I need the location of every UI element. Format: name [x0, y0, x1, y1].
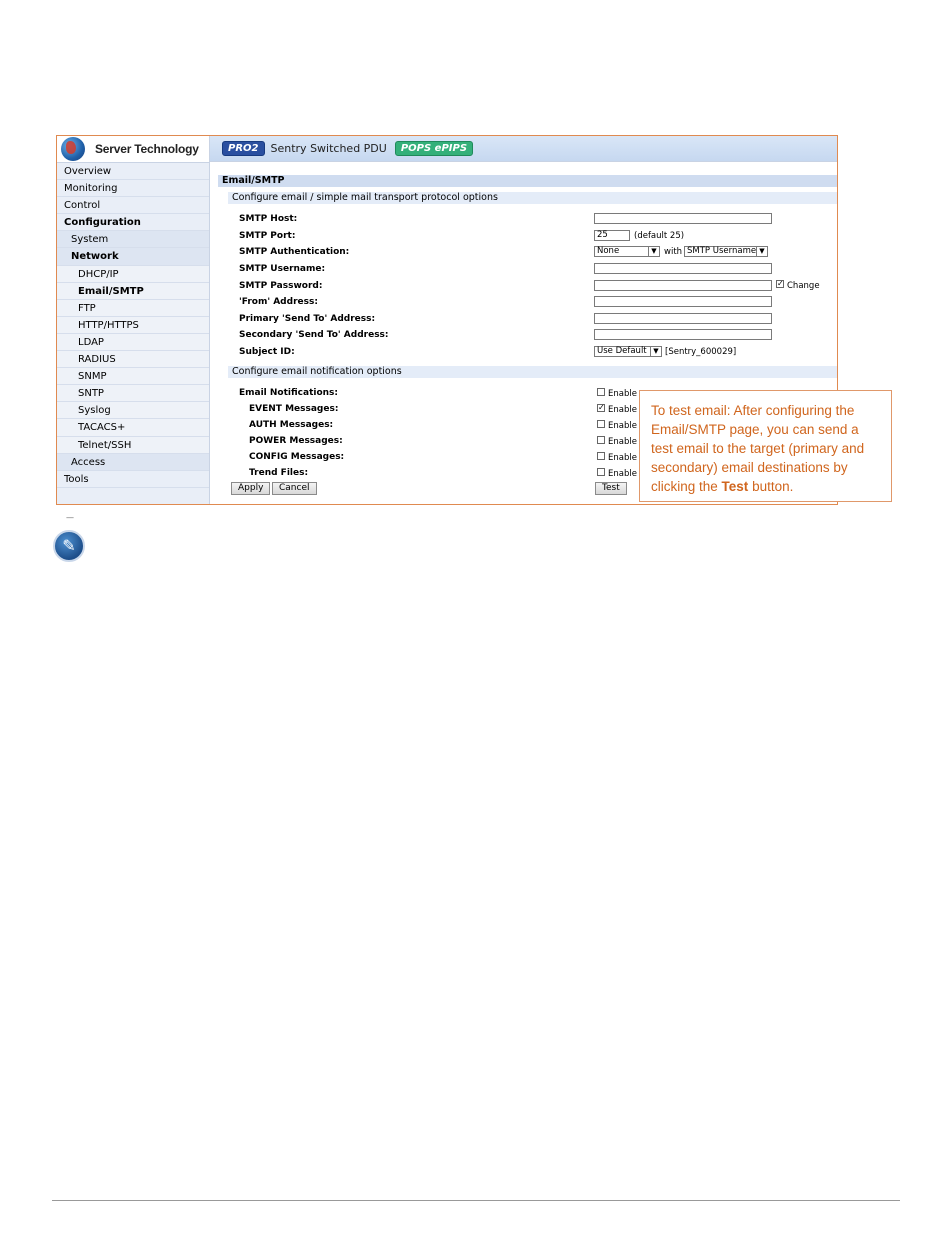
pencil-note-icon: ✎ — [53, 530, 85, 562]
sidebar-item-overview[interactable]: Overview — [57, 163, 209, 180]
smtp-host-input[interactable] — [594, 213, 772, 224]
smtp-password-input[interactable] — [594, 280, 772, 291]
from-address-label: 'From' Address: — [239, 297, 318, 307]
smtp-section-title: Configure email / simple mail transport protocol options — [228, 192, 837, 204]
notify-section-title: Configure email notification options — [228, 366, 837, 378]
sidebar-item-network[interactable]: Network — [57, 248, 209, 265]
sidebar-item-telnet-ssh[interactable]: Telnet/SSH — [57, 437, 209, 454]
chevron-down-icon: ▼ — [756, 247, 767, 256]
sidebar-item-snmp[interactable]: SNMP — [57, 368, 209, 385]
page-title: Email/SMTP — [218, 175, 837, 187]
chevron-down-icon: ▼ — [648, 247, 659, 256]
sidebar-item-tacacs[interactable]: TACACS+ — [57, 419, 209, 436]
secondary-to-input[interactable] — [594, 329, 772, 340]
enable-label: Enable — [608, 421, 637, 431]
smtp-port-input[interactable]: 25 — [594, 230, 630, 241]
enable-label: Enable — [608, 389, 637, 399]
trend-files-checkbox[interactable] — [597, 468, 605, 476]
enable-label: Enable — [608, 453, 637, 463]
brand-logo — [57, 136, 209, 163]
auth-with-label: with — [664, 247, 683, 257]
sidebar-nav — [57, 163, 209, 488]
sidebar-item-http-https[interactable]: HTTP/HTTPS — [57, 317, 209, 334]
apply-button[interactable]: Apply — [231, 482, 270, 495]
from-address-input[interactable] — [594, 296, 772, 307]
test-email-callout — [639, 390, 892, 502]
power-messages-checkbox[interactable] — [597, 436, 605, 444]
auth-type-select[interactable] — [684, 246, 768, 257]
callout-text-before: To test email: After configuring the Email/SMTP page, you can send a test email to the target (primary and secondary) email destinations by clicking the — [651, 403, 865, 494]
product-title: Sentry Switched PDU — [270, 142, 387, 155]
sidebar-item-configuration[interactable]: Configuration — [57, 214, 209, 231]
smtp-username-input[interactable] — [594, 263, 772, 274]
secondary-to-label: Secondary 'Send To' Address: — [239, 330, 389, 340]
footer-divider — [52, 1200, 900, 1201]
smtp-port-hint: (default 25) — [634, 231, 685, 241]
event-messages-label: EVENT Messages: — [249, 404, 339, 414]
enable-label: Enable — [608, 469, 637, 479]
sidebar — [57, 136, 210, 504]
auth-messages-checkbox[interactable] — [597, 420, 605, 428]
password-change-checkbox[interactable]: ✓ — [777, 279, 784, 288]
page-header — [210, 136, 837, 162]
sidebar-item-email-smtp[interactable]: Email/SMTP — [57, 283, 209, 300]
config-messages-checkbox[interactable] — [597, 452, 605, 460]
primary-to-label: Primary 'Send To' Address: — [239, 314, 376, 324]
smtp-auth-value: None — [597, 246, 620, 256]
callout-bold-word: Test — [721, 479, 749, 494]
enable-label: Enable — [608, 405, 637, 415]
cancel-button[interactable]: Cancel — [272, 482, 317, 495]
subject-id-label: Subject ID: — [239, 347, 295, 357]
primary-to-input[interactable] — [594, 313, 772, 324]
auth-type-value: SMTP Username — [687, 246, 757, 256]
smtp-port-label: SMTP Port: — [239, 231, 296, 241]
smtp-username-label: SMTP Username: — [239, 264, 326, 274]
email-notifications-checkbox[interactable] — [597, 388, 605, 396]
sidebar-item-monitoring[interactable]: Monitoring — [57, 180, 209, 197]
sidebar-item-system[interactable]: System — [57, 231, 209, 248]
email-notifications-label: Email Notifications: — [239, 388, 339, 398]
sidebar-item-ftp[interactable]: FTP — [57, 300, 209, 317]
sidebar-item-syslog[interactable]: Syslog — [57, 402, 209, 419]
smtp-auth-label: SMTP Authentication: — [239, 247, 350, 257]
sidebar-item-radius[interactable]: RADIUS — [57, 351, 209, 368]
sidebar-item-control[interactable]: Control — [57, 197, 209, 214]
enable-label: Enable — [608, 437, 637, 447]
sidebar-item-dhcp-ip[interactable]: DHCP/IP — [57, 266, 209, 283]
sidebar-item-access[interactable]: Access — [57, 454, 209, 471]
pops-badge: POPS ePIPS — [395, 141, 473, 156]
pro-badge: PRO2 — [222, 141, 265, 156]
smtp-auth-select[interactable] — [594, 246, 660, 257]
chevron-down-icon: ▼ — [650, 347, 661, 356]
subject-id-default: [Sentry_600029] — [665, 347, 737, 357]
subject-id-select[interactable] — [594, 346, 662, 357]
globe-icon — [61, 137, 85, 161]
test-button[interactable]: Test — [595, 482, 627, 495]
subject-id-value: Use Default — [597, 346, 647, 356]
callout-text-after: button. — [748, 479, 794, 494]
power-messages-label: POWER Messages: — [249, 436, 343, 446]
auth-messages-label: AUTH Messages: — [249, 420, 334, 430]
note-marker: — — [66, 513, 74, 522]
sidebar-item-tools[interactable]: Tools — [57, 471, 209, 488]
smtp-host-label: SMTP Host: — [239, 214, 298, 224]
config-messages-label: CONFIG Messages: — [249, 452, 345, 462]
password-change-label: Change — [787, 281, 820, 291]
smtp-password-label: SMTP Password: — [239, 281, 323, 291]
event-messages-checkbox[interactable]: ✓ — [598, 403, 605, 412]
sidebar-item-sntp[interactable]: SNTP — [57, 385, 209, 402]
brand-name: Server Technology — [95, 142, 199, 156]
trend-files-label: Trend Files: — [249, 468, 309, 478]
sidebar-item-ldap[interactable]: LDAP — [57, 334, 209, 351]
